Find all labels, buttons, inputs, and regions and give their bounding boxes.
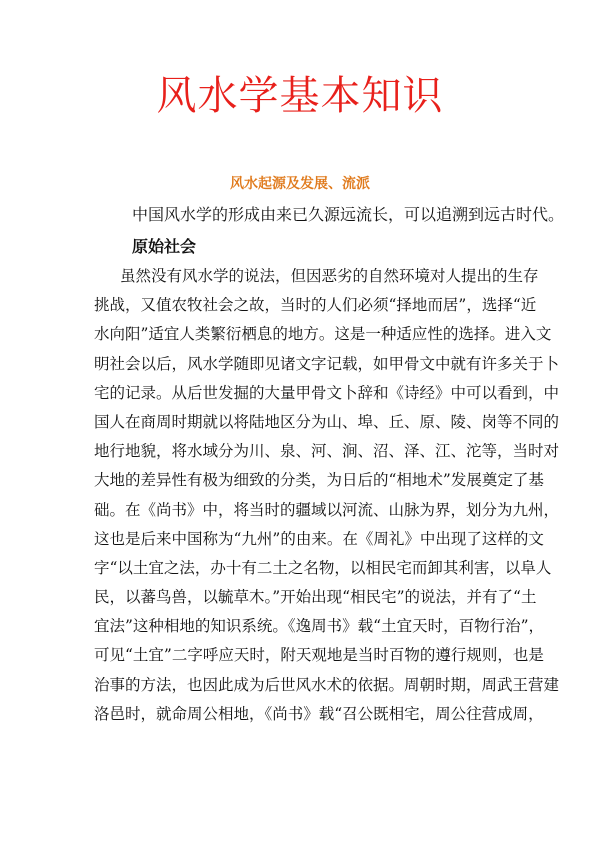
body-line: 虽然没有风水学的说法，但因恶劣的自然环境对人提出的生存 [120, 267, 539, 285]
body-line: 民，以蕃鸟兽，以毓草木。”开始出现“相民宅”的说法，并有了“土 [94, 588, 537, 607]
body-line: 明社会以后，风水学随即见诸文字记载，如甲骨文中就有许多关于卜 [94, 354, 560, 373]
body-line: 治事的方法，也因此成为后世风水术的依据。周朝时期，周武王营建 [94, 675, 560, 694]
body-line: 字“以土宜之法，办十有二土之名物，以相民宅而卸其利害，以阜人 [94, 558, 552, 577]
body-line: 础。在《尚书》中，将当时的疆域以河流、山脉为界，划分为九州， [94, 500, 560, 519]
body-line: 大地的差异性有极为细致的分类，为日后的“相地术”发展奠定了基 [94, 471, 544, 490]
body-line: 挑战，又值农牧社会之故，当时的人们必须“择地而居”，选择“近 [94, 296, 537, 315]
body-line: 这也是后来中国称为“九州”的由来。在《周礼》中出现了这样的文 [94, 529, 544, 548]
body-line: 国人在商周时期就以将陆地区分为山、埠、丘、原、陵、岗等不同的 [94, 412, 560, 431]
body-line: 水向阳”适宜人类繁衍栖息的地方。这是一种适应性的选择。进入文 [94, 325, 552, 344]
body-line: 宅的记录。从后世发掘的大量甲骨文卜辞和《诗经》中可以看到，中 [94, 383, 560, 402]
body-line: 可见“土宜”二字呼应天时，附天观地是当时百物的遵行规则，也是 [94, 646, 544, 665]
page-title: 风水学基本知识 [156, 73, 444, 119]
body-line: 地行地貌，将水域分为川、泉、河、涧、沼、泽、江、沱等，当时对 [94, 442, 560, 461]
body-paragraph [94, 262, 560, 729]
sub-heading: 原始社会 [132, 237, 197, 256]
section-heading: 风水起源及发展、流派 [230, 176, 370, 192]
intro-paragraph: 中国风水学的形成由来已久源远流长，可以追溯到远古时代。 [132, 205, 565, 224]
body-line: 洛邑时，就命周公相地，《尚书》载“召公既相宅，周公往营成周， [94, 704, 544, 723]
body-line: 宜法”这种相地的知识系统。《逸周书》载“土宜天时，百物行治”， [94, 617, 545, 636]
